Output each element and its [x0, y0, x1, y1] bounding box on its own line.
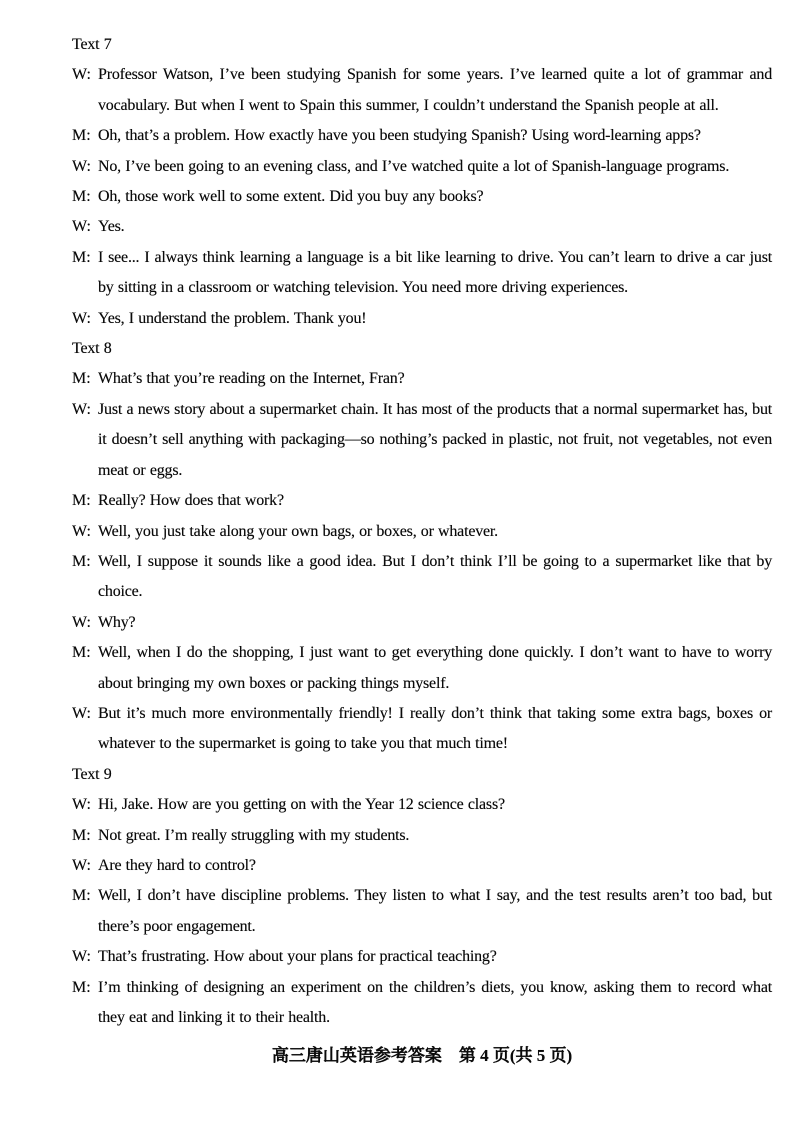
dialogue-text: But it’s much more environmentally friendly! I really don’t think that taking some extra bags, boxes or whatever to the supermarket is going to take you that much time! [98, 704, 772, 753]
dialogue-line [72, 486, 772, 516]
dialogue-line [72, 881, 772, 942]
speaker-label: W: [72, 613, 91, 631]
speaker-label: M: [72, 127, 91, 145]
speaker-label: W: [72, 309, 91, 327]
dialogue-text: Well, you just take along your own bags, or boxes, or whatever. [98, 522, 498, 540]
dialogue-text: Why? [98, 613, 136, 631]
text-heading: Text 7 [72, 36, 112, 53]
dialogue-text: No, I’ve been going to an evening class, and I’ve watched quite a lot of Spanish-language programs. [98, 157, 730, 175]
footer-text: 高三唐山英语参考答案 第 4 页(共 5 页) [271, 1046, 573, 1066]
dialogue-text: What’s that you’re reading on the Internet, Fran? [98, 370, 405, 388]
dialogue-text: Oh, those work well to some extent. Did you buy any books? [98, 188, 484, 206]
speaker-label: M: [72, 552, 91, 570]
speaker-label: M: [72, 492, 91, 510]
dialogue-line [72, 608, 772, 638]
dialogue-line [72, 243, 772, 304]
speaker-label: M: [72, 370, 91, 388]
speaker-label: M: [72, 248, 91, 266]
speaker-label: W: [72, 218, 91, 236]
dialogue-text: Oh, that’s a problem. How exactly have you been studying Spanish? Using word-learning apps? [98, 127, 701, 145]
speaker-label: W: [72, 948, 91, 966]
dialogue-text: Professor Watson, I’ve been studying Spanish for some years. I’ve learned quite a lot of grammar and vocabulary. But when I went to Spain this summer, I couldn’t understand the Spanish people at all. [98, 66, 772, 114]
dialogue-line [72, 973, 772, 1034]
listening-transcript [72, 30, 772, 1033]
speaker-label: W: [72, 796, 91, 814]
dialogue-text: Hi, Jake. How are you getting on with the Year 12 science class? [98, 796, 505, 814]
dialogue-line [72, 790, 772, 820]
dialogue-text: Yes, I understand the problem. Thank you! [98, 309, 367, 327]
dialogue-line [72, 851, 772, 881]
speaker-label: M: [72, 826, 91, 844]
speaker-label: M: [72, 644, 91, 662]
dialogue-line [72, 182, 772, 212]
dialogue-line [72, 60, 772, 121]
dialogue-line [72, 517, 772, 547]
speaker-label: M: [72, 887, 91, 905]
dialogue-text: Well, I suppose it sounds like a good idea. But I don’t think I’ll be going to a supermarket like that by choice. [98, 552, 772, 601]
dialogue-line [72, 699, 772, 760]
speaker-label: W: [72, 66, 91, 84]
dialogue-line [72, 821, 772, 851]
speaker-label: M: [72, 978, 91, 996]
text-heading: Text 8 [72, 340, 112, 358]
dialogue-text: I’m thinking of designing an experiment on the children’s diets, you know, asking them to record what they eat and linking it to their health. [98, 978, 772, 1026]
page-footer [72, 1041, 772, 1071]
speaker-label: W: [72, 157, 91, 175]
dialogue-line [72, 121, 772, 151]
dialogue-line [72, 212, 772, 242]
dialogue-line [72, 638, 772, 699]
dialogue-text: Well, when I do the shopping, I just want to get everything done quickly. I don’t want to have to worry about bringing my own boxes or packing things myself. [98, 644, 772, 692]
dialogue-text: Well, I don’t have discipline problems. They listen to what I say, and the test results aren’t too bad, but there’s poor engagement. [98, 887, 772, 935]
dialogue-text: Just a news story about a supermarket chain. It has most of the products that a normal supermarket has, but it doesn’t sell anything with packaging—so nothing’s packed in plastic, not fruit, not vegetables, not even meat or eggs. [98, 400, 772, 479]
speaker-label: W: [72, 522, 91, 540]
speaker-label: M: [72, 188, 91, 206]
dialogue-line [72, 304, 772, 334]
dialogue-line [72, 395, 772, 486]
dialogue-text: That’s frustrating. How about your plans for practical teaching? [98, 948, 497, 966]
dialogue-text: Not great. I’m really struggling with my students. [98, 826, 410, 844]
dialogue-line [72, 547, 772, 608]
dialogue-line [72, 364, 772, 394]
text-heading: Text 9 [72, 765, 112, 783]
speaker-label: W: [72, 856, 91, 874]
dialogue-line [72, 152, 772, 182]
speaker-label: W: [72, 704, 91, 722]
dialogue-text: I see... I always think learning a language is a bit like learning to drive. You can’t learn to drive a car just by sitting in a classroom or watching television. You need more driving experiences. [98, 248, 772, 297]
dialogue-text: Are they hard to control? [98, 856, 256, 874]
speaker-label: W: [72, 400, 91, 418]
dialogue-text: Really? How does that work? [98, 492, 284, 510]
dialogue-text: Yes. [98, 218, 125, 236]
dialogue-line [72, 942, 772, 972]
